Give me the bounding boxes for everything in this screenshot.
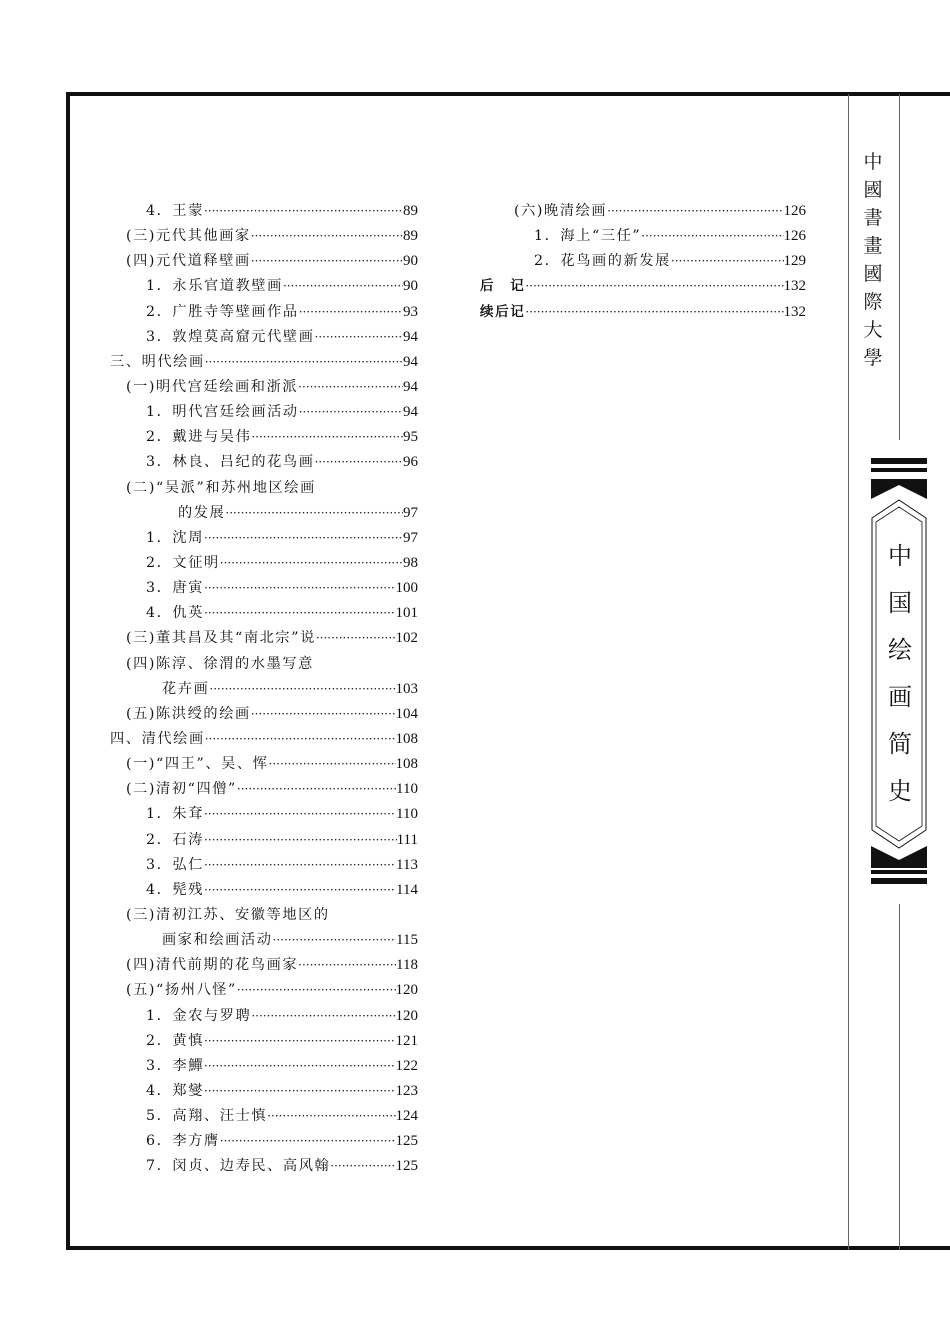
toc-left-column: [106, 199, 418, 1179]
toc-page-number: 126: [783, 203, 806, 219]
toc-page-number: 124: [395, 1108, 418, 1125]
toc-page-number: 108: [395, 756, 418, 773]
toc-page-number: 125: [395, 1158, 418, 1175]
toc-page-number: 108: [395, 730, 418, 747]
toc-entry-title: 2．花鸟画的新发展: [534, 253, 671, 270]
toc-page-number: 120: [395, 982, 418, 999]
toc-entry[interactable]: [480, 199, 806, 224]
toc-dot-leader: [205, 350, 403, 375]
toc-dot-leader: [283, 274, 403, 299]
toc-entry[interactable]: [106, 1004, 418, 1029]
toc-entry-title: 4．髡残: [146, 881, 204, 898]
toc-entry-title: (一)明代宫廷绘画和浙派: [126, 378, 299, 395]
publisher-char: 際: [863, 291, 883, 313]
toc-dot-leader: [204, 1029, 396, 1054]
toc-entry[interactable]: [106, 526, 418, 551]
banner-bar: [871, 468, 927, 472]
toc-entry-title: 2．戴进与吴伟: [146, 429, 252, 446]
toc-entry-title: (二)清初“四僧”: [126, 781, 237, 798]
toc-entry[interactable]: [106, 1104, 418, 1129]
toc-dot-leader: [204, 828, 397, 853]
toc-page-number: 90: [403, 278, 418, 295]
toc-page-number: 101: [395, 605, 418, 622]
banner-bar: [871, 458, 927, 464]
toc-entry-title: (四)清代前期的花鸟画家: [126, 957, 299, 974]
toc-page-number: 94: [403, 404, 418, 421]
toc-dot-leader: [251, 425, 403, 450]
toc-page-number: 111: [396, 831, 418, 848]
toc-dot-leader: [251, 224, 403, 249]
toc-page-number: 96: [403, 454, 418, 471]
toc-entry[interactable]: [106, 450, 418, 475]
toc-entry[interactable]: [106, 903, 418, 928]
toc-dot-leader: [225, 501, 403, 526]
toc-page-number: 97: [403, 529, 418, 546]
toc-entry-title: 三、明代绘画: [110, 353, 205, 370]
toc-page-number: 94: [403, 378, 418, 395]
toc-entry[interactable]: [480, 300, 806, 325]
toc-entry-title: 花卉画: [162, 680, 210, 697]
toc-page-number: 110: [396, 806, 418, 823]
toc-dot-leader: [237, 978, 396, 1003]
toc-page-number: 93: [403, 303, 418, 320]
toc-entry-title: 6．李方膺: [146, 1133, 220, 1150]
toc-entry[interactable]: [106, 1079, 418, 1104]
toc-page-number: 95: [403, 429, 418, 446]
toc-entry[interactable]: [106, 1054, 418, 1079]
publisher-char: 中: [863, 151, 883, 173]
toc-entry-title: (五)“扬州八怪”: [126, 982, 237, 999]
toc-page-number: 110: [396, 781, 418, 798]
toc-entry-title: (三)元代其他画家: [126, 228, 251, 245]
toc-entry-title: 1．金农与罗聘: [146, 1007, 252, 1024]
toc-entry-title: 1．海上“三任”: [534, 228, 642, 245]
toc-page-number: 97: [403, 504, 418, 521]
toc-entry-title: (一)“四王”、吴、恽: [126, 756, 269, 773]
book-title-char: 国: [888, 589, 912, 617]
toc-page-number: 89: [403, 203, 418, 219]
toc-entry-title: 3．弘仁: [146, 856, 204, 873]
toc-entry[interactable]: [106, 953, 418, 978]
toc-dot-leader: [315, 450, 403, 475]
toc-entry-title: 3．敦煌莫高窟元代壁画: [146, 328, 315, 345]
toc-dot-leader: [204, 601, 396, 626]
toc-entry[interactable]: [106, 476, 418, 501]
toc-dot-leader: [204, 576, 396, 601]
publisher-char: 大: [863, 319, 883, 341]
toc-dot-leader: [220, 551, 403, 576]
toc-entry-title: (五)陈洪绶的绘画: [126, 705, 251, 722]
toc-entry-title: 7．闵贞、边寿民、高风翰: [146, 1158, 331, 1175]
toc-page-number: 90: [403, 253, 418, 270]
toc-dot-leader: [204, 199, 403, 224]
toc-right-column: [480, 199, 806, 325]
toc-entry[interactable]: [106, 828, 418, 853]
toc-dot-leader: [330, 1154, 395, 1179]
toc-page-number: 113: [396, 856, 418, 873]
toc-entry[interactable]: [106, 1029, 418, 1054]
toc-entry-title: 四、清代绘画: [110, 730, 205, 747]
toc-dot-leader: [298, 953, 396, 978]
toc-dot-leader: [525, 274, 783, 299]
toc-entry[interactable]: [106, 274, 418, 299]
toc-entry-title: 4．仇英: [146, 605, 204, 622]
toc-entry[interactable]: [106, 652, 418, 677]
toc-entry[interactable]: [106, 677, 418, 702]
book-title-char: 画: [888, 683, 912, 711]
toc-entry[interactable]: [106, 400, 418, 425]
toc-dot-leader: [209, 677, 395, 702]
toc-page-number: 123: [395, 1082, 418, 1099]
toc-entry[interactable]: [106, 601, 418, 626]
toc-entry-title: 2．文征明: [146, 554, 220, 571]
toc-entry-title: 2．石涛: [146, 831, 204, 848]
toc-entry[interactable]: [106, 224, 418, 249]
toc-entry[interactable]: [106, 1129, 418, 1154]
toc-entry[interactable]: [106, 551, 418, 576]
publisher-char: 書: [863, 207, 883, 229]
toc-entry-title: 3．唐寅: [146, 580, 204, 597]
toc-page-number: 132: [783, 303, 806, 320]
toc-entry[interactable]: [106, 425, 418, 450]
toc-entry-title: 2．广胜寺等壁画作品: [146, 303, 299, 320]
toc-entry[interactable]: [106, 576, 418, 601]
toc-page-number: 104: [395, 705, 418, 722]
toc-page-number: 94: [403, 328, 418, 345]
toc-entry-title: 3．林良、吕纪的花鸟画: [146, 454, 315, 471]
toc-dot-leader: [298, 375, 403, 400]
toc-entry-title: (六)晚清绘画: [514, 203, 608, 219]
toc-entry[interactable]: [106, 325, 418, 350]
toc-dot-leader: [316, 626, 396, 651]
toc-entry[interactable]: [480, 249, 806, 274]
toc-dot-leader: [204, 853, 396, 878]
toc-dot-leader: [269, 752, 396, 777]
toc-entry[interactable]: [106, 249, 418, 274]
toc-entry[interactable]: [106, 1154, 418, 1179]
toc-page-number: 125: [395, 1133, 418, 1150]
toc-entry[interactable]: [480, 224, 806, 249]
publisher-vertical-title: [861, 148, 885, 372]
toc-dot-leader: [671, 249, 784, 274]
banner-bar: [871, 870, 927, 874]
toc-entry-title: 后 记: [480, 278, 526, 295]
toc-dot-leader: [267, 1104, 395, 1129]
book-title-char: 中: [888, 542, 912, 570]
publisher-char: 國: [863, 263, 883, 285]
toc-page-number: 126: [783, 228, 806, 245]
toc-dot-leader: [251, 702, 396, 727]
toc-dot-leader: [299, 400, 403, 425]
toc-entry-title: (二)“吴派”和苏州地区绘画: [126, 479, 316, 496]
toc-entry[interactable]: [106, 626, 418, 651]
toc-entry-title: (三)董其昌及其“南北宗”说: [126, 630, 316, 647]
toc-entry[interactable]: [106, 802, 418, 827]
toc-entry-title: 1．永乐官道教壁画: [146, 278, 283, 295]
book-title-char: 简: [888, 730, 912, 758]
toc-entry[interactable]: [106, 375, 418, 400]
divider-line: [899, 94, 900, 440]
toc-entry[interactable]: [106, 300, 418, 325]
toc-page-number: 129: [783, 253, 806, 270]
toc-entry[interactable]: [106, 727, 418, 752]
toc-entry[interactable]: [106, 777, 418, 802]
toc-entry[interactable]: [106, 853, 418, 878]
toc-dot-leader: [204, 526, 403, 551]
publisher-char: 學: [863, 347, 883, 369]
toc-entry-title: 3．李鱓: [146, 1057, 204, 1074]
banner-bar: [871, 878, 927, 884]
toc-dot-leader: [204, 1079, 396, 1104]
toc-entry[interactable]: [106, 350, 418, 375]
toc-dot-leader: [204, 1054, 396, 1079]
toc-entry-title: 1．朱耷: [146, 806, 204, 823]
toc-entry[interactable]: [106, 928, 418, 953]
toc-page-number: 120: [395, 1007, 418, 1024]
book-title-char: 史: [888, 777, 912, 805]
toc-page-number: 98: [403, 554, 418, 571]
toc-dot-leader: [251, 249, 403, 274]
toc-page-number: 94: [403, 353, 418, 370]
toc-entry-title: 2．黄慎: [146, 1032, 204, 1049]
toc-dot-leader: [237, 777, 396, 802]
toc-entry-title: 的发展: [178, 504, 226, 521]
toc-page-number: 114: [396, 881, 418, 898]
divider-line: [848, 94, 849, 1250]
toc-dot-leader: [220, 1129, 396, 1154]
toc-page-number: 115: [396, 932, 418, 949]
book-title-char: 绘: [888, 636, 912, 664]
toc-dot-leader: [641, 224, 783, 249]
toc-page-number: 103: [395, 680, 418, 697]
toc-entry[interactable]: [106, 752, 418, 777]
toc-dot-leader: [204, 802, 396, 827]
toc-entry-title: 1．沈周: [146, 529, 204, 546]
toc-entry-title: (四)陈淳、徐渭的水墨写意: [126, 655, 314, 672]
toc-dot-leader: [315, 325, 403, 350]
toc-dot-leader: [525, 300, 783, 325]
toc-entry-title: 4．郑燮: [146, 1082, 204, 1099]
toc-dot-leader: [205, 727, 396, 752]
toc-entry-title: 5．高翔、汪士慎: [146, 1108, 268, 1125]
toc-entry-title: 1．明代宫廷绘画活动: [146, 404, 299, 421]
book-title-vertical: [880, 533, 920, 815]
toc-entry-title: 画家和绘画活动: [162, 932, 273, 949]
toc-entry-title: 续后记: [480, 303, 526, 320]
toc-entry-title: (三)清初江苏、安徽等地区的: [126, 906, 330, 923]
toc-page-number: 118: [396, 957, 418, 974]
toc-page-number: 102: [395, 630, 418, 647]
divider-line: [899, 904, 900, 1250]
toc-page-number: 132: [783, 278, 806, 295]
toc-page-number: 89: [403, 228, 418, 245]
toc-dot-leader: [251, 1004, 395, 1029]
toc-entry[interactable]: [106, 702, 418, 727]
banner-chevron-bottom: [871, 846, 927, 868]
toc-page-number: 121: [395, 1032, 418, 1049]
toc-entry-title: (四)元代道释壁画: [126, 253, 251, 270]
toc-entry-title: 4．王蒙: [146, 203, 204, 219]
toc-entry[interactable]: [106, 978, 418, 1003]
toc-entry[interactable]: [106, 199, 418, 224]
toc-entry[interactable]: [106, 501, 418, 526]
toc-dot-leader: [299, 300, 403, 325]
toc-page-number: 122: [395, 1057, 418, 1074]
publisher-char: 畫: [863, 235, 883, 257]
publisher-char: 國: [863, 179, 883, 201]
toc-dot-leader: [607, 199, 783, 224]
toc-entry[interactable]: [480, 274, 806, 299]
toc-dot-leader: [273, 928, 397, 953]
toc-dot-leader: [204, 878, 396, 903]
toc-entry[interactable]: [106, 878, 418, 903]
toc-page-number: 100: [395, 580, 418, 597]
